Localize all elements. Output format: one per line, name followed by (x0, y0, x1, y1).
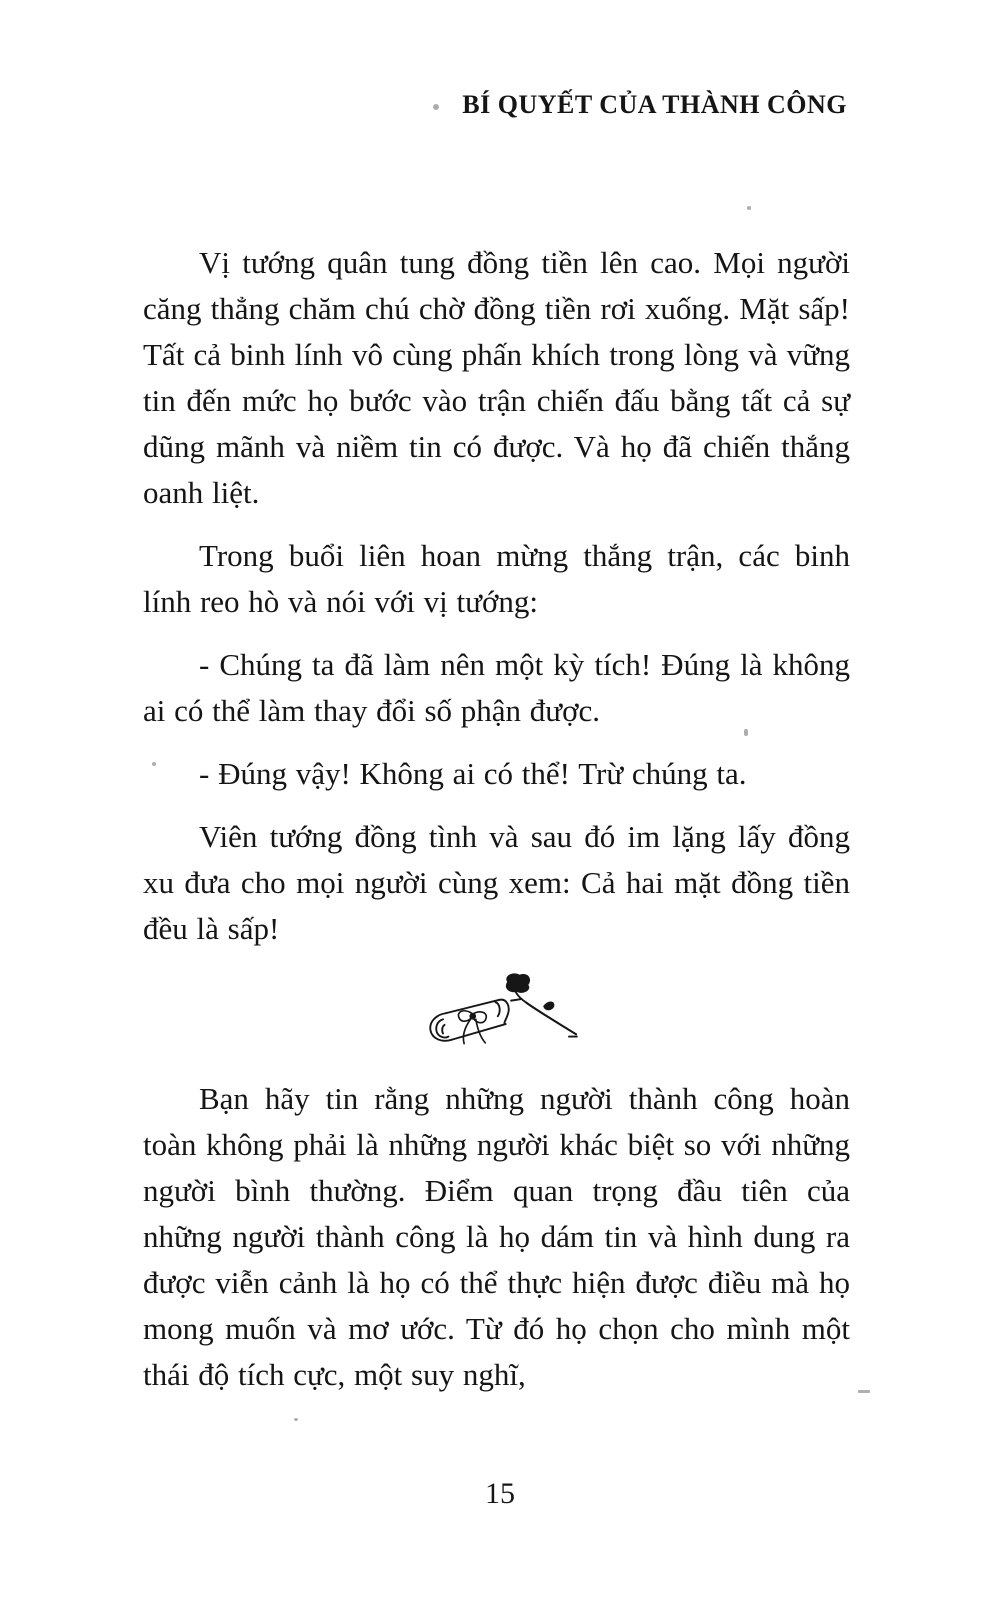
page-body (143, 240, 850, 1415)
scan-speck (858, 1390, 870, 1393)
scan-speck (433, 104, 439, 110)
scroll-and-rose-illustration (143, 969, 850, 1064)
page-number: 15 (485, 1477, 515, 1510)
running-header: BÍ QUYẾT CỦA THÀNH CÔNG (462, 90, 847, 119)
scroll-and-rose-icon (407, 969, 587, 1051)
paragraph-dialogue-1: - Chúng ta đã làm nên một kỳ tích! Đúng là không ai có thể làm thay đổi số phận được. (143, 647, 850, 728)
paragraph-dialogue-2: - Đúng vậy! Không ai có thể! Trừ chúng ta. (199, 756, 747, 791)
paragraph-story-2: Trong buổi liên hoan mừng thắng trận, các binh lính reo hò và nói với vị tướng: (143, 538, 850, 619)
scan-speck (152, 762, 156, 766)
scan-speck (294, 1418, 298, 1421)
scan-speck (747, 206, 751, 210)
paragraph-commentary-1: Bạn hãy tin rằng những người thành công hoàn toàn không phải là những người khác biệt so với những người bình thường. Điểm quan trọng đầu tiên của những người thành công là họ dám tin và hình dung ra được viễn cảnh là họ có thể thực hiện được điều mà họ mong muốn và mơ ước. Từ đó họ chọn cho mình một thái độ tích cực, một suy nghĩ, (143, 1081, 850, 1392)
scan-speck (744, 729, 748, 736)
paragraph-story-3: Viên tướng đồng tình và sau đó im lặng lấy đồng xu đưa cho mọi người cùng xem: Cả hai mặt đồng tiền đều là sấp! (143, 819, 850, 946)
paragraph-story-1: Vị tướng quân tung đồng tiền lên cao. Mọi người căng thẳng chăm chú chờ đồng tiền rơi xuống. Mặt sấp! Tất cả binh lính vô cùng phấn khích trong lòng và vững tin đến mức họ bước vào trận chiến đấu bằng tất cả sự dũng mãnh và niềm tin có được. Và họ đã chiến thắng oanh liệt. (143, 245, 850, 510)
